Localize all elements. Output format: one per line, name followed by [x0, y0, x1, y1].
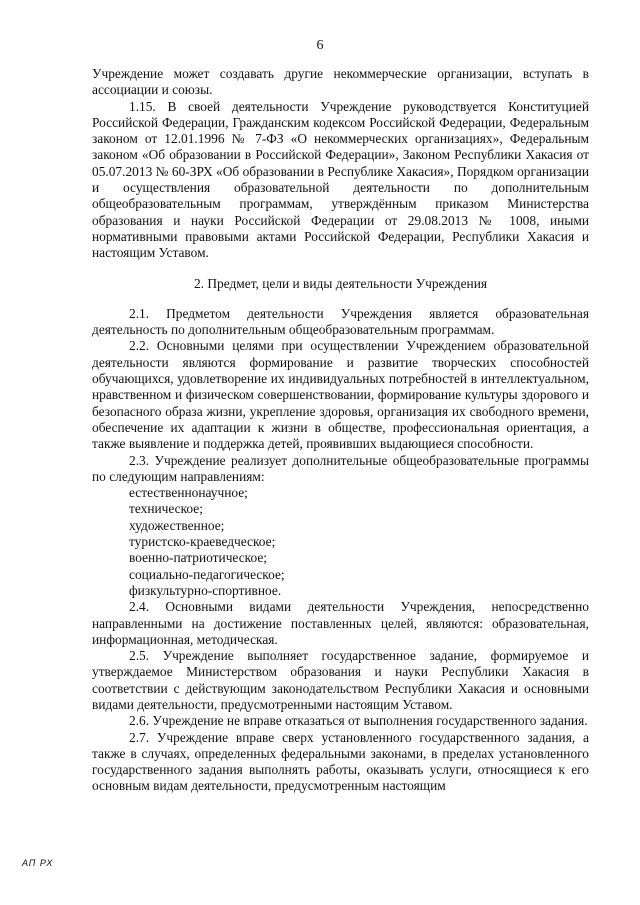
- paragraph-2-1: 2.1. Предметом деятельности Учреждения является образовательная деятельность по дополнительным общеобразовательным программам.: [92, 305, 589, 338]
- directions-list: [92, 485, 589, 599]
- list-item: художественное;: [129, 517, 225, 533]
- list-item: естественнонаучное;: [129, 485, 248, 501]
- paragraph-2-4: 2.4. Основными видами деятельности Учреждения, непосредственно направленными на достижение поставленных целей, являются: образовательная, информационная, методическая.: [92, 599, 589, 647]
- paragraph-2-5: 2.5. Учреждение выполняет государственное задание, формируемое и утверждаемое Министерством образования и науки Республики Хакасия в соответствии с действующим законодательством Республики Хакасия и основными видами деятельности, предусмотренными настоящим Уставом.: [92, 648, 589, 712]
- page-number: 6: [316, 38, 324, 53]
- list-item: туристско-краеведческое;: [129, 534, 276, 550]
- paragraph-2-6: 2.6. Учреждение не вправе отказаться от выполнения государственного задания.: [129, 713, 588, 729]
- paragraph-2-7: 2.7. Учреждение вправе сверх установленного государственного задания, а также в случаях, определенных федеральными законами, в пределах установленного государственного задания выполнять работы, оказывать услуги, относящиеся к его основным видам деятельности, предусмотренным настоящим: [92, 729, 589, 794]
- paragraph-2-3: 2.3. Учреждение реализует дополнительные общеобразовательные программы по следующим направлениям:: [92, 452, 589, 484]
- section-heading: 2. Предмет, цели и виды деятельности Учреждения: [193, 275, 488, 291]
- document-body: [92, 66, 589, 795]
- list-item: техническое;: [129, 501, 203, 517]
- list-item: военно-патриотическое;: [129, 550, 267, 566]
- paragraph-continuation: Учреждение может создавать другие некоммерческие организации, вступать в ассоциации и союзы.: [92, 66, 589, 98]
- list-item: физкультурно-спортивное.: [129, 582, 282, 598]
- footer-mark: АП РХ: [22, 858, 54, 868]
- paragraph-2-2: 2.2. Основными целями при осуществлении Учреждением образовательной деятельности являются формирование и развитие творческих способностей обучающихся, удовлетворение их индивидуальных потребностей в интеллектуальном, нравственном и физическом совершенствовании, формирование культуры здорового и безопасного образа жизни, укрепление здоровья, организация их свободного времени, обеспечение их адаптации к жизни в обществе, профессиональная ориентация, а также выявление и поддержка детей, проявивших выдающиеся способности.: [92, 338, 589, 452]
- paragraph-1-15: 1.15. В своей деятельности Учреждение руководствуется Конституцией Российской Федерации, Гражданским кодексом Российской Федерации, Федеральным законом от 12.01.1996 № 7-ФЗ «О некоммерческих организациях», Федеральным законом «Об образовании в Российской Федерации», Законом Республики Хакасия от 05.07.2013 № 60-ЗРХ «Об образовании в Республике Хакасия», Порядком организации и осуществления образовательной деятельности по дополнительным общеобразовательным программам, утверждённым приказом Министерства образования и науки Российской Федерации от 29.08.2013 № 1008, иными нормативными правовыми актами Российской Федерации, Республики Хакасия и настоящим Уставом.: [92, 98, 589, 261]
- list-item: социально-педагогическое;: [129, 566, 285, 582]
